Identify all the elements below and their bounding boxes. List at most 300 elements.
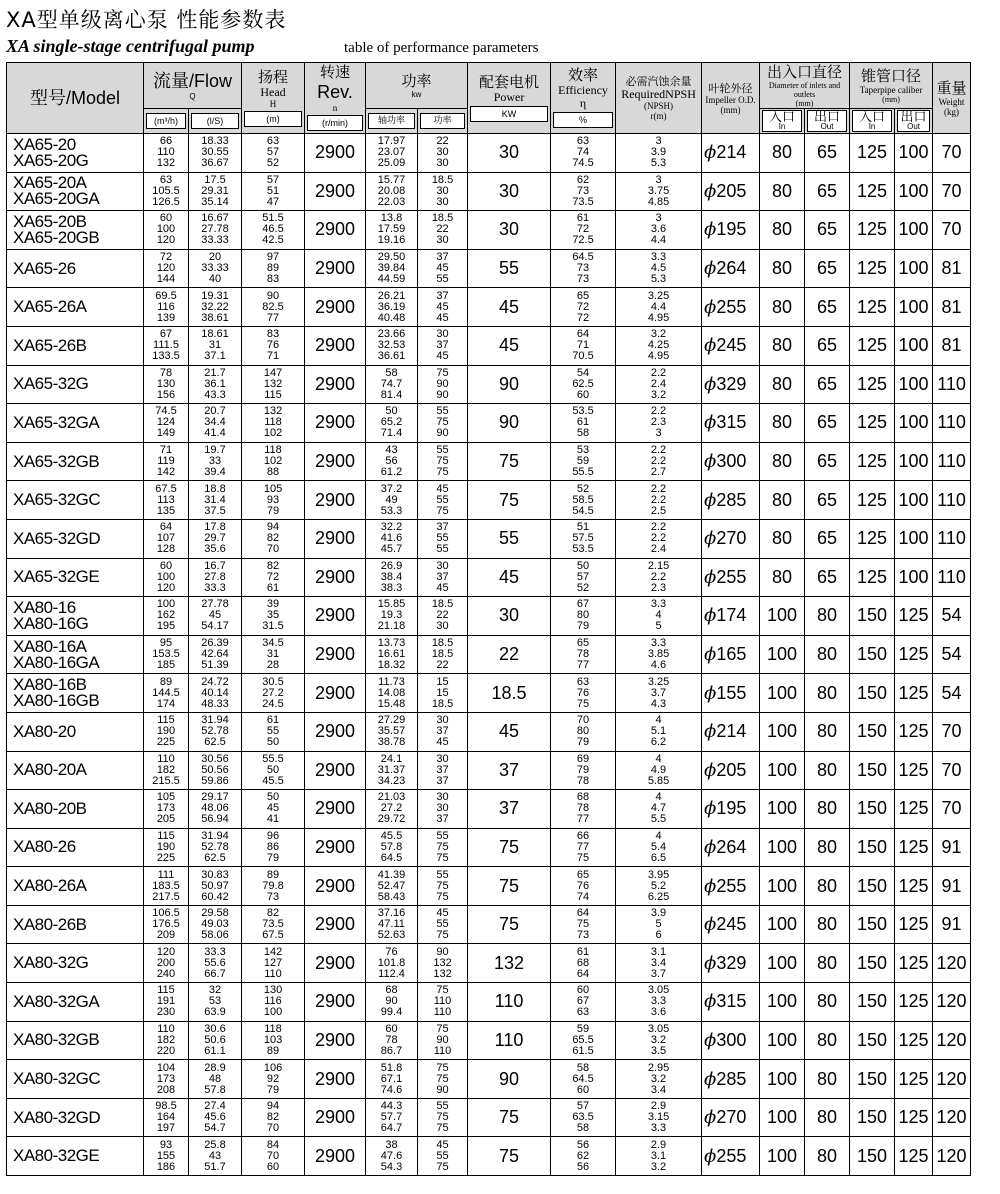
phi-symbol: ϕ — [704, 566, 717, 588]
cell-value: 22.03 — [377, 195, 406, 208]
cell-head — [242, 790, 305, 829]
cell-value: 37.16 — [377, 907, 406, 920]
cell-value: 54.7 — [204, 1122, 226, 1135]
cell-npsh — [616, 1137, 702, 1176]
cell-value: 70 — [941, 180, 962, 201]
cell-impeller — [702, 597, 760, 636]
cell-value: 48 — [208, 1072, 222, 1085]
phi-symbol: ϕ — [704, 219, 717, 241]
cell-t-out — [895, 790, 933, 829]
cell-value: 3.2 — [650, 388, 667, 401]
cell-value: 26.21 — [377, 289, 406, 302]
cell-value: 45 — [436, 736, 449, 749]
cell-value: 17.59 — [377, 223, 406, 236]
cell-value: 90 — [436, 377, 449, 390]
cell-q-m3h — [144, 365, 189, 404]
cell-value: 37.2 — [380, 482, 403, 495]
cell-npsh — [616, 751, 702, 790]
cell-impeller — [702, 172, 760, 211]
cell-weight — [933, 481, 971, 520]
cell-rev — [305, 326, 366, 365]
cell-motor — [468, 712, 551, 751]
cell-value: 100 — [898, 180, 929, 201]
cell-t-out — [895, 558, 933, 597]
cell-d-out — [805, 828, 850, 867]
table-header — [7, 63, 996, 134]
cell-value: 132 — [433, 956, 452, 969]
cell-eff — [551, 790, 616, 829]
cell-d-out — [805, 1098, 850, 1137]
cell-shaft — [366, 519, 418, 558]
cell-npsh — [616, 404, 702, 443]
cell-value: 56 — [385, 455, 398, 468]
cell-value: 40.14 — [201, 686, 229, 699]
cell-value: 75 — [436, 879, 449, 892]
cell-value: 110 — [937, 451, 966, 472]
cell-value: 33.3 — [204, 945, 226, 958]
model-name: XA65-26A — [13, 297, 87, 317]
cell-value: 133.5 — [152, 350, 180, 363]
cell-value: 62 — [576, 1149, 590, 1162]
cell-value: 23.66 — [377, 328, 406, 341]
cell-value: 125 — [857, 566, 888, 587]
cell-value: 83 — [266, 328, 280, 341]
cell-t-in — [850, 481, 895, 520]
cell-value: 17.8 — [204, 521, 226, 534]
cell-weight — [933, 867, 971, 906]
cell-value: 4 — [655, 752, 662, 765]
cell-value: 80 — [772, 296, 793, 317]
table-row — [7, 674, 996, 713]
cell-value: 4 — [655, 829, 662, 842]
cell-value: 70 — [266, 543, 280, 556]
cell-value: 215.5 — [152, 774, 180, 787]
cell-value: 72 — [576, 300, 590, 313]
cell-value: 65 — [817, 528, 838, 549]
cell-value: 3.6 — [650, 223, 667, 236]
cell-weight — [933, 1098, 971, 1137]
model-name: XA65-20A — [13, 173, 87, 193]
cell-value: 22 — [499, 644, 520, 665]
cell-npsh — [616, 1060, 702, 1099]
cell-d-out — [805, 1137, 850, 1176]
cell-pw — [418, 828, 468, 867]
cell-t-in — [850, 674, 895, 713]
cell-value: 68 — [576, 956, 590, 969]
cell-value: 100 — [898, 373, 929, 394]
cell-value: 190 — [156, 725, 176, 738]
cell-head — [242, 867, 305, 906]
cell-d-out — [805, 1060, 850, 1099]
cell-value: 110 — [157, 146, 175, 159]
cell-value: 60 — [576, 1083, 590, 1096]
cell-value: 3.1 — [650, 945, 667, 958]
cell-value: 27.4 — [204, 1100, 226, 1113]
phi-symbol: ϕ — [704, 1145, 717, 1167]
cell-npsh — [616, 442, 702, 481]
cell-value: 200 — [156, 956, 176, 969]
cell-value: 57.8 — [380, 840, 403, 853]
cell-rev — [305, 597, 366, 636]
cell-impeller — [702, 905, 760, 944]
cell-value: 79 — [576, 620, 590, 633]
cell-rev — [305, 519, 366, 558]
cell-value: 125 — [857, 258, 888, 279]
cell-d-out — [805, 365, 850, 404]
cell-d-out — [805, 712, 850, 751]
cell-value: 45 — [499, 335, 520, 356]
cell-value: 3.25 — [647, 289, 670, 302]
cell-value: 79 — [576, 763, 590, 776]
cell-value: 2.9 — [650, 1100, 667, 1113]
cell-value: 55.6 — [204, 956, 226, 969]
cell-value: 15.77 — [377, 173, 406, 186]
cell-value: 214 — [716, 142, 747, 163]
cell-value: 156 — [156, 388, 176, 401]
cell-value: 70 — [941, 219, 962, 240]
cell-npsh — [616, 288, 702, 327]
cell-value: 60.42 — [201, 890, 229, 903]
cell-value: 3.6 — [650, 1006, 667, 1019]
cell-d-in — [760, 751, 805, 790]
cell-impeller — [702, 365, 760, 404]
cell-npsh — [616, 558, 702, 597]
cell-value: 54.5 — [572, 504, 594, 517]
cell-value: 74 — [576, 890, 590, 903]
cell-value: 27.78 — [201, 223, 229, 236]
cell-value: 62.5 — [572, 377, 594, 390]
cell-head — [242, 1021, 305, 1060]
cell-value: 80 — [817, 759, 838, 780]
table-row — [7, 404, 996, 443]
cell-rev — [305, 1060, 366, 1099]
cell-model — [7, 635, 144, 674]
cell-value: 88 — [266, 466, 280, 479]
cell-weight — [933, 751, 971, 790]
cell-rev — [305, 790, 366, 829]
cell-value: 37 — [499, 759, 520, 780]
cell-value: 47 — [266, 195, 280, 208]
cell-value: 25.09 — [377, 157, 406, 170]
cell-value: 72 — [576, 311, 590, 324]
cell-value: 110 — [937, 489, 966, 510]
cell-value: 70 — [266, 1122, 280, 1135]
model-name: XA65-20GB — [13, 227, 100, 247]
cell-value: 45 — [436, 262, 449, 275]
cell-npsh — [616, 134, 702, 173]
cell-q-m3h — [144, 790, 189, 829]
cell-value: 75 — [499, 875, 520, 896]
cell-value: 37 — [436, 725, 449, 738]
cell-d-in — [760, 404, 805, 443]
cell-value: 23.07 — [377, 146, 406, 159]
cell-value: 74.5 — [572, 157, 594, 170]
cell-npsh — [616, 867, 702, 906]
cell-model — [7, 944, 144, 983]
cell-value: 37 — [436, 289, 449, 302]
cell-value: 45 — [436, 1138, 449, 1151]
title-subtitle: table of performance parameters — [344, 40, 539, 56]
cell-value: 75 — [436, 1061, 449, 1074]
cell-shaft — [366, 249, 418, 288]
cell-value: 34.23 — [377, 774, 406, 787]
cell-value: 2.2 — [650, 570, 667, 583]
cell-value: 45.5 — [380, 829, 403, 842]
cell-value: 32.53 — [377, 339, 406, 352]
cell-npsh — [616, 249, 702, 288]
cell-value: 80 — [772, 258, 793, 279]
cell-pw — [418, 867, 468, 906]
cell-value: 80 — [817, 1068, 838, 1089]
cell-q-m3h — [144, 828, 189, 867]
cell-head — [242, 751, 305, 790]
table-row — [7, 635, 996, 674]
cell-value: 90 — [385, 995, 398, 1008]
cell-shaft — [366, 1137, 418, 1176]
cell-value: 2900 — [314, 296, 356, 317]
cell-rev — [305, 944, 366, 983]
cell-value: 285 — [716, 1068, 747, 1089]
cell-q-ls — [189, 404, 242, 443]
cell-value: 147 — [263, 366, 283, 379]
cell-value: 55 — [436, 273, 449, 286]
cell-value: 100 — [767, 605, 798, 626]
cell-weight — [933, 519, 971, 558]
cell-shaft — [366, 288, 418, 327]
cell-value: 66.7 — [204, 967, 226, 980]
cell-npsh — [616, 519, 702, 558]
cell-d-in — [760, 944, 805, 983]
cell-value: 115 — [157, 714, 175, 727]
cell-weight — [933, 983, 971, 1022]
cell-value: 29.58 — [201, 907, 229, 920]
cell-value: 110 — [494, 1029, 524, 1050]
cell-value: 111 — [157, 868, 175, 881]
cell-npsh — [616, 326, 702, 365]
cell-value: 80 — [817, 952, 838, 973]
cell-q-m3h — [144, 249, 189, 288]
cell-value: 125 — [898, 759, 929, 780]
cell-model — [7, 326, 144, 365]
cell-value: 72.5 — [572, 234, 594, 247]
cell-value: 18.8 — [204, 482, 226, 495]
cell-q-ls — [189, 1137, 242, 1176]
cell-value: 173 — [156, 1072, 176, 1085]
cell-weight — [933, 712, 971, 751]
cell-value: 40 — [208, 273, 222, 286]
cell-value: 18.5 — [491, 682, 527, 703]
cell-value: 5.3 — [650, 273, 667, 286]
cell-value: 37.5 — [204, 504, 226, 517]
cell-d-in — [760, 597, 805, 636]
cell-value: 56.94 — [201, 813, 229, 826]
cell-value: 4.4 — [650, 234, 667, 247]
cell-q-m3h — [144, 983, 189, 1022]
table-row — [7, 249, 996, 288]
cell-value: 44.59 — [377, 273, 406, 286]
cell-value: 18.5 — [431, 598, 454, 611]
cell-value: 70 — [941, 759, 962, 780]
cell-value: 38.4 — [380, 570, 403, 583]
col-npsh: 必需汽蚀余量 RequiredNPSH (NPSH) r(m) — [616, 63, 702, 134]
cell-head — [242, 481, 305, 520]
cell-motor — [468, 944, 551, 983]
cell-value: 55 — [436, 405, 449, 418]
cell-eff — [551, 1098, 616, 1137]
cell-value: 74.6 — [380, 1083, 403, 1096]
cell-motor — [468, 635, 551, 674]
cell-value: 69.5 — [155, 289, 177, 302]
cell-eff — [551, 326, 616, 365]
cell-value: 100 — [898, 451, 929, 472]
model-name: XA80-16A — [13, 636, 87, 656]
cell-value: 130 — [156, 377, 176, 390]
cell-value: 3.3 — [650, 598, 667, 611]
cell-d-out — [805, 905, 850, 944]
cell-value: 73.5 — [262, 918, 284, 931]
cell-value: 150 — [857, 875, 888, 896]
cell-value: 100 — [767, 798, 798, 819]
cell-d-in — [760, 558, 805, 597]
cell-value: 79 — [576, 736, 590, 749]
cell-value: 54 — [941, 682, 962, 703]
cell-motor — [468, 249, 551, 288]
cell-rev — [305, 481, 366, 520]
cell-value: 120 — [936, 952, 967, 973]
cell-value: 58.06 — [201, 929, 229, 942]
cell-model — [7, 712, 144, 751]
cell-value: 16.61 — [377, 648, 406, 661]
cell-shaft — [366, 674, 418, 713]
cell-value: 45.5 — [262, 774, 284, 787]
cell-q-ls — [189, 365, 242, 404]
cell-value: 80 — [817, 721, 838, 742]
cell-value: 5.4 — [650, 840, 667, 853]
cell-value: 53.5 — [572, 405, 594, 418]
cell-t-out — [895, 519, 933, 558]
cell-value: 65 — [817, 566, 838, 587]
cell-value: 111.5 — [153, 339, 179, 352]
cell-value: 66 — [576, 829, 590, 842]
cell-value: 75 — [436, 840, 449, 853]
cell-value: 70 — [266, 1149, 280, 1162]
cell-motor — [468, 597, 551, 636]
cell-d-in — [760, 635, 805, 674]
cell-t-in — [850, 134, 895, 173]
cell-value: 34.4 — [204, 416, 226, 429]
cell-rev — [305, 558, 366, 597]
cell-value: 5 — [655, 620, 662, 633]
cell-value: 57 — [266, 173, 280, 186]
cell-value: 30 — [436, 195, 449, 208]
cell-value: 29.72 — [377, 813, 406, 826]
cell-value: 37 — [436, 813, 449, 826]
cell-t-in — [850, 249, 895, 288]
cell-impeller — [702, 635, 760, 674]
cell-value: 73 — [266, 890, 280, 903]
cell-eff — [551, 905, 616, 944]
cell-value: 55 — [436, 868, 449, 881]
cell-value: 30.5 — [262, 675, 284, 688]
cell-motor — [468, 558, 551, 597]
cell-shaft — [366, 211, 418, 250]
cell-weight — [933, 674, 971, 713]
cell-value: 30 — [436, 234, 449, 247]
cell-value: 115 — [157, 829, 175, 842]
cell-value: 51.5 — [262, 212, 284, 225]
cell-value: 20 — [208, 251, 222, 264]
cell-value: 6.2 — [650, 736, 667, 749]
cell-head — [242, 404, 305, 443]
cell-motor — [468, 211, 551, 250]
cell-value: 2900 — [314, 682, 356, 703]
cell-value: 65 — [576, 637, 590, 650]
cell-value: 45 — [436, 482, 449, 495]
cell-t-out — [895, 828, 933, 867]
table-row — [7, 983, 996, 1022]
cell-value: 36.67 — [201, 157, 229, 170]
cell-value: 98.5 — [155, 1100, 177, 1113]
cell-value: 71 — [576, 339, 590, 352]
phi-symbol: ϕ — [704, 836, 717, 858]
cell-model — [7, 519, 144, 558]
cell-d-out — [805, 288, 850, 327]
cell-value: 52 — [266, 157, 280, 170]
cell-value: 182 — [156, 763, 176, 776]
cell-value: 2.4 — [650, 377, 667, 390]
cell-value: 106.5 — [152, 907, 180, 920]
cell-value: 30 — [499, 180, 520, 201]
cell-value: 75 — [436, 1111, 449, 1124]
cell-value: 164 — [156, 1111, 176, 1124]
cell-value: 27.78 — [201, 598, 229, 611]
cell-t-out — [895, 1060, 933, 1099]
col-taper: 锥管口径 Taperpipe caliber (mm) — [850, 63, 933, 109]
cell-value: 45.7 — [380, 543, 403, 556]
cell-value: 50 — [385, 405, 398, 418]
cell-value: 52 — [576, 581, 590, 594]
cell-motor — [468, 751, 551, 790]
cell-head — [242, 712, 305, 751]
cell-value: 2.9 — [650, 1138, 667, 1151]
cell-value: 53.3 — [380, 504, 403, 517]
cell-value: 3.25 — [647, 675, 670, 688]
cell-rev — [305, 983, 366, 1022]
cell-value: 197 — [156, 1122, 176, 1135]
cell-value: 3.3 — [650, 995, 667, 1008]
cell-value: 41.39 — [377, 868, 406, 881]
cell-value: 96 — [266, 829, 280, 842]
cell-value: 24.5 — [262, 697, 284, 710]
cell-value: 70.5 — [572, 350, 594, 363]
cell-value: 2900 — [314, 644, 356, 665]
cell-q-m3h — [144, 1098, 189, 1137]
cell-value: 41.6 — [380, 532, 403, 545]
cell-value: 110 — [157, 752, 175, 765]
cell-rev — [305, 442, 366, 481]
cell-value: 82 — [266, 559, 280, 572]
table-row — [7, 751, 996, 790]
cell-d-out — [805, 983, 850, 1022]
cell-value: 2.2 — [650, 455, 667, 468]
cell-d-out — [805, 1021, 850, 1060]
cell-value: 68 — [385, 984, 398, 997]
cell-value: 80 — [817, 1145, 838, 1166]
cell-value: 150 — [857, 682, 888, 703]
cell-value: 38 — [385, 1138, 398, 1151]
cell-pw — [418, 1060, 468, 1099]
cell-value: 61.1 — [204, 1044, 226, 1057]
